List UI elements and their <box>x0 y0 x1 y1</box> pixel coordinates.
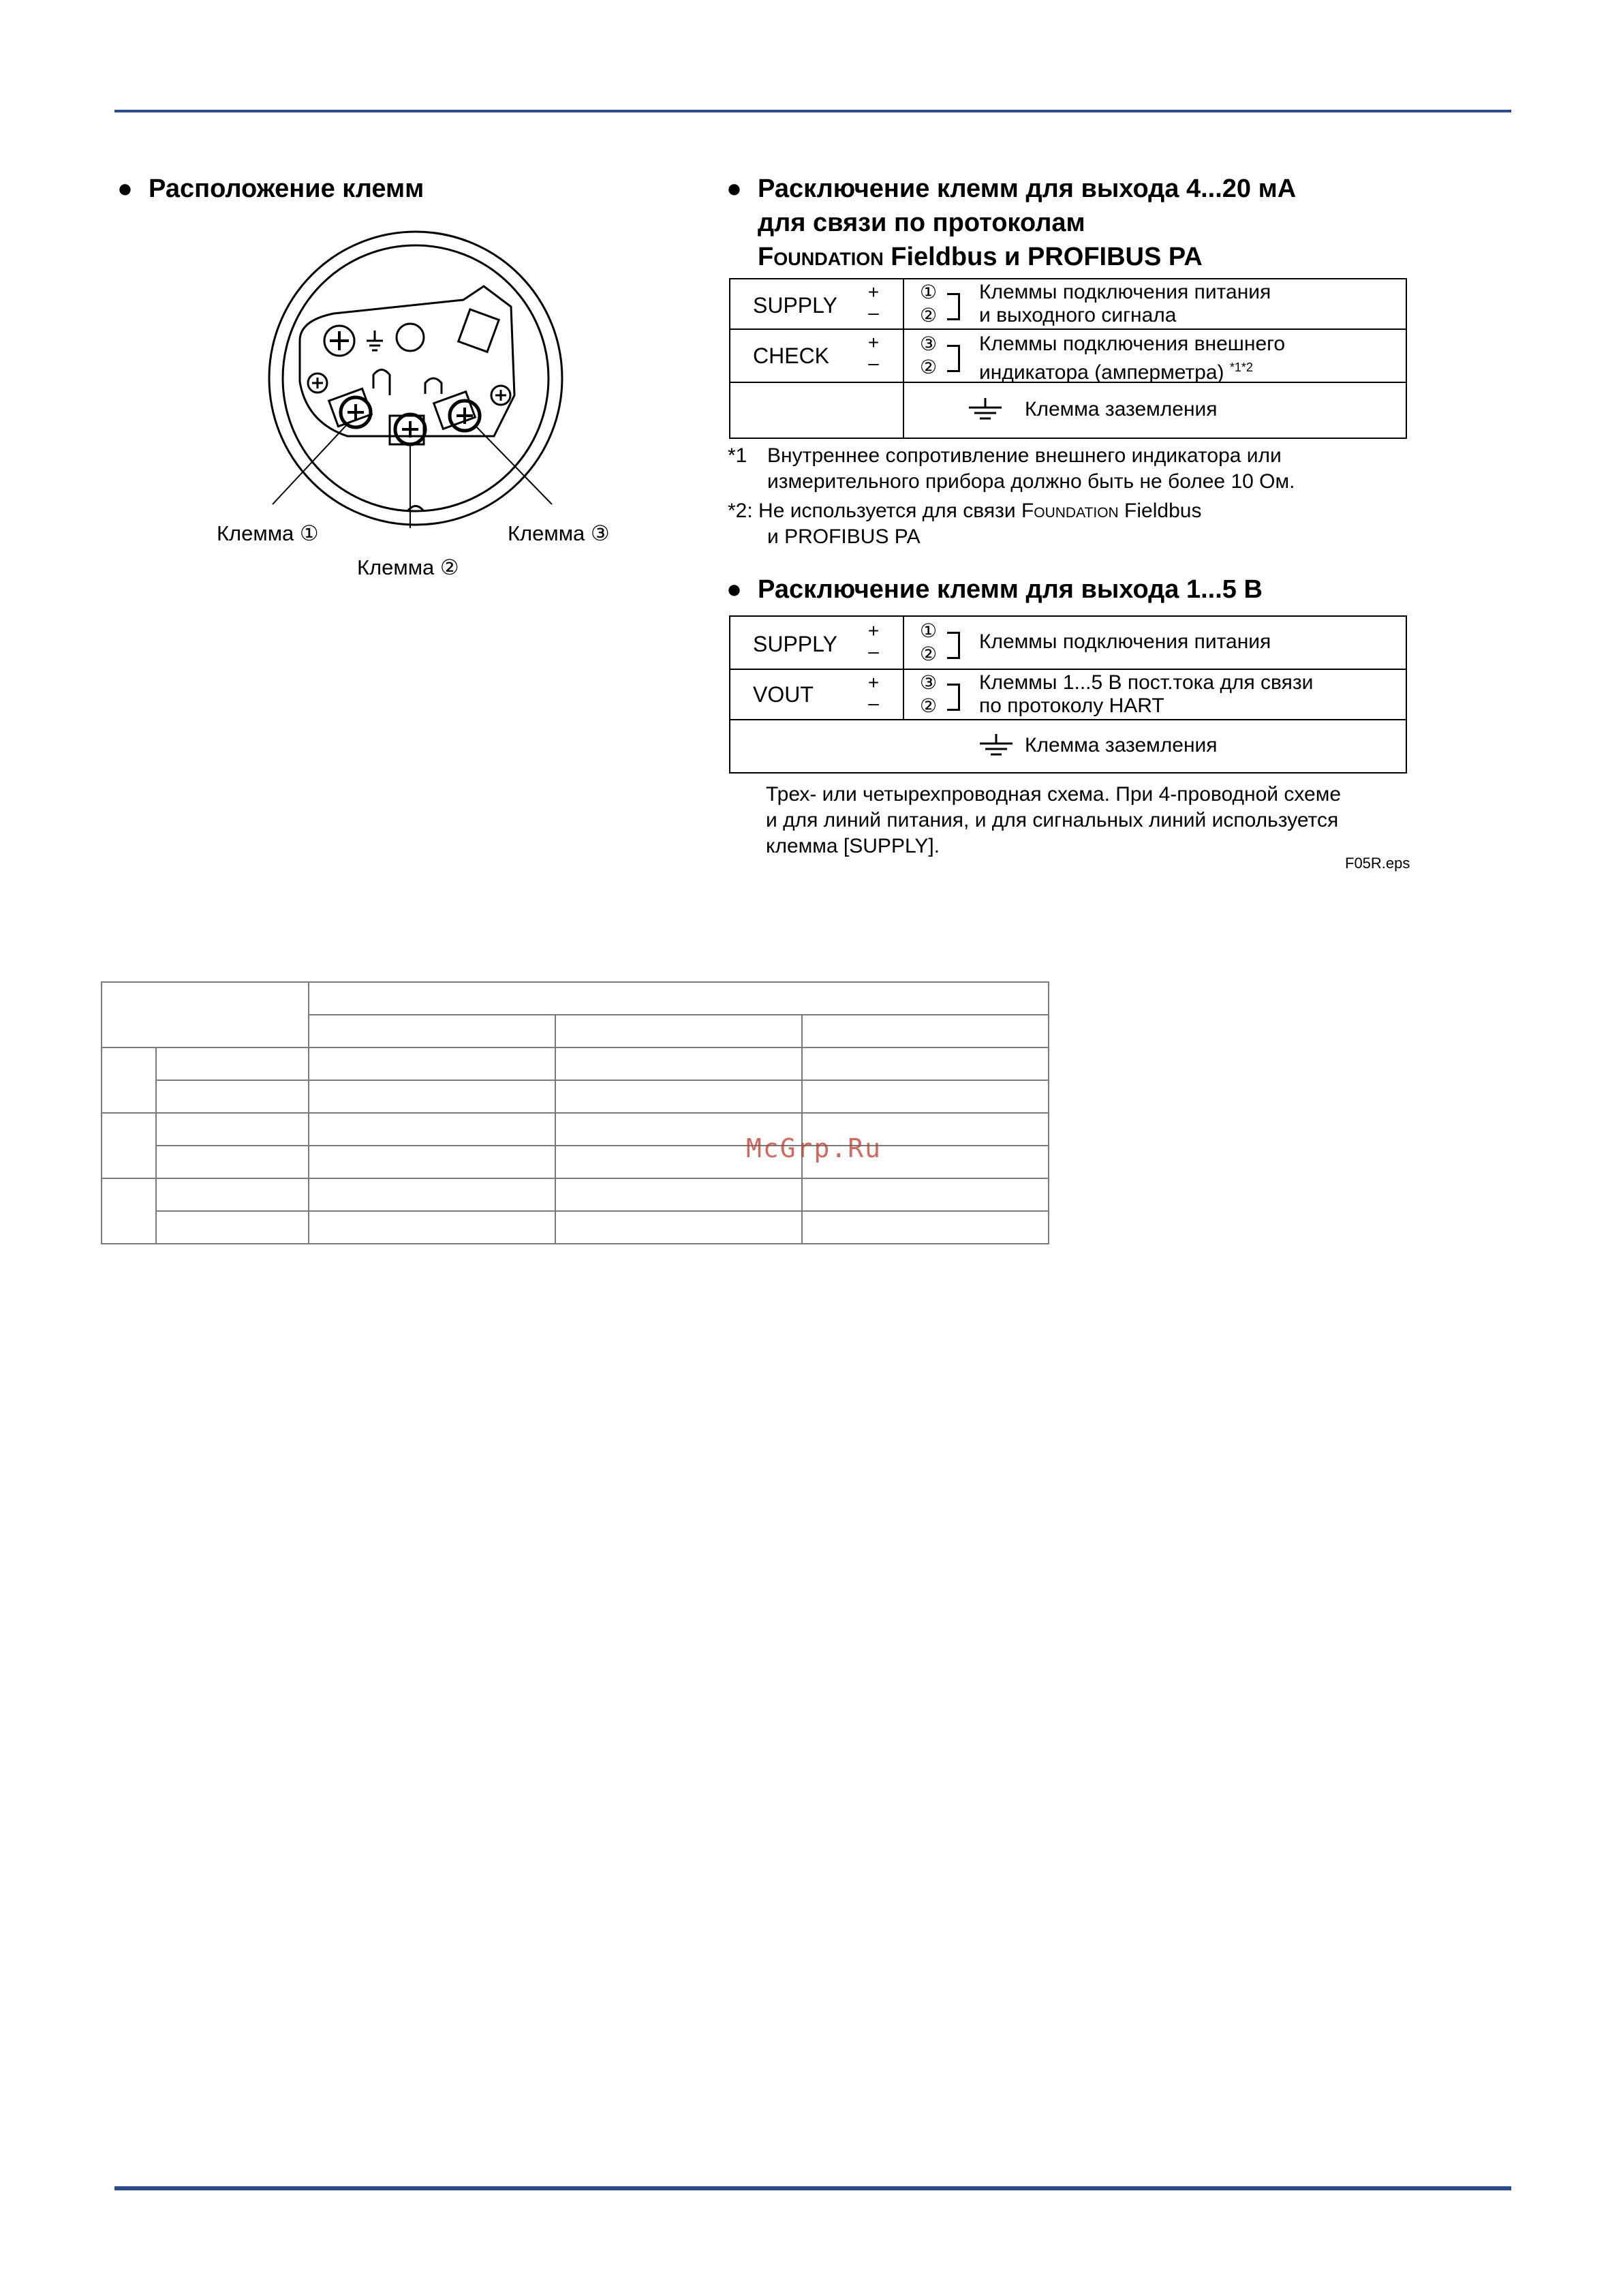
note-2-line2: и PROFIBUS PA <box>767 525 921 548</box>
note-1 <box>728 443 747 469</box>
bracket-icon <box>947 684 960 711</box>
footnote-ref: *1*2 <box>1229 361 1253 374</box>
terminal-number-top: ③ <box>920 672 938 693</box>
table-cell <box>555 1211 802 1244</box>
minus-sign: – <box>868 302 879 323</box>
note-2-mark: *2: <box>728 500 753 522</box>
table-row <box>102 1211 1049 1244</box>
table-cell <box>555 1080 802 1113</box>
terminal-number-bottom: ② <box>920 643 938 664</box>
hole-icon <box>397 324 424 351</box>
terminal-number-bottom: ② <box>920 695 938 716</box>
bracket-icon <box>947 345 960 372</box>
bullet-icon: ● <box>726 575 742 604</box>
table-cell <box>309 982 1049 1015</box>
note-2-pre: Не используется для связи <box>758 500 1021 522</box>
row-desc-line2: индикатора (амперметра) $^{*1*2}$ <box>979 361 1253 384</box>
table-cell <box>102 1047 156 1113</box>
empty-grid-table <box>101 981 1049 1244</box>
ground-label: Клемма заземления <box>1025 734 1218 756</box>
wiring-row-supply <box>730 617 1406 670</box>
table-cell <box>156 1146 309 1178</box>
wiring-4-20-title-line2: для связи по протоколам <box>758 209 1085 237</box>
bottom-rule <box>114 2186 1511 2190</box>
ground-symbol-icon <box>367 331 383 350</box>
leader-line-3 <box>476 426 552 504</box>
row-desc-line2: и выходного сигнала <box>979 304 1177 326</box>
file-reference: F05R.eps <box>1345 855 1410 872</box>
wiring-4-20-title-line3 <box>726 240 1296 274</box>
wiring-1-5-table <box>729 615 1407 774</box>
wiring-1-5-title: Расключение клемм для выхода 1...5 В <box>758 575 1263 604</box>
table-cell <box>309 1178 555 1211</box>
terminal-layout-heading <box>117 172 424 206</box>
table-cell <box>102 982 309 1047</box>
bracket-icon <box>947 293 960 320</box>
plus-sign: + <box>867 672 880 693</box>
terminal-number-top: ① <box>920 620 938 641</box>
top-rule <box>114 110 1511 112</box>
row-name: CHECK <box>753 343 830 368</box>
ground-symbol-icon <box>963 397 1007 424</box>
row-desc-line2: по протоколу HART <box>979 694 1164 717</box>
wiring-row-ground <box>730 720 1406 772</box>
table-cell <box>156 1080 309 1113</box>
table-row <box>102 1080 1049 1113</box>
table-cell <box>156 1047 309 1080</box>
terminal-number-top: ① <box>920 281 938 303</box>
bracket-icon <box>947 632 960 659</box>
terminal-3-clamp <box>434 392 476 429</box>
housing-inner-ring <box>283 245 548 511</box>
minus-sign: – <box>868 692 879 714</box>
table-cell <box>102 1178 156 1244</box>
wiring-row-supply <box>730 279 1406 330</box>
table-cell <box>309 1015 555 1047</box>
table-cell <box>156 1113 309 1146</box>
row-desc-line1: Клеммы подключения питания <box>979 630 1271 653</box>
minus-sign: – <box>868 352 879 373</box>
plus-sign: + <box>867 332 880 353</box>
note-1-line1: Внутреннее сопротивление внешнего индикатора или <box>767 444 1282 467</box>
ground-label: Клемма заземления <box>1025 398 1218 420</box>
table-cell <box>309 1047 555 1080</box>
footnote-line2: и для линий питания, и для сигнальных линий используется <box>766 809 1339 831</box>
foundation-label: Foundation <box>758 243 884 271</box>
connector-icon <box>459 309 499 352</box>
bullet-icon: ● <box>117 174 133 203</box>
note-1-line2: измерительного прибора должно быть не более 10 Ом. <box>767 470 1295 493</box>
table-cell <box>309 1113 555 1146</box>
slot-icon <box>373 370 390 396</box>
table-cell <box>555 1047 802 1080</box>
housing-outer-ring <box>269 232 562 525</box>
table-row <box>102 1047 1049 1080</box>
table-cell <box>802 1080 1049 1113</box>
table-cell <box>555 1015 802 1047</box>
terminal-layout-title: Расположение клемм <box>149 174 424 203</box>
row-name: VOUT <box>753 682 814 707</box>
wiring-row-vout <box>730 670 1406 720</box>
table-cell <box>802 1047 1049 1080</box>
callout-terminal-1: Клемма ① <box>217 521 319 545</box>
table-cell <box>802 1178 1049 1211</box>
wiring-row-check <box>730 330 1406 383</box>
table-row <box>102 1178 1049 1211</box>
row-name: SUPPLY <box>753 293 837 318</box>
plus-sign: + <box>867 620 880 641</box>
terminal-block-diagram <box>259 225 572 532</box>
table-cell <box>102 1113 156 1178</box>
row-desc-line1: Клеммы 1...5 В пост.тока для связи <box>979 671 1314 694</box>
note-2 <box>728 498 1201 524</box>
terminal-number-bottom: ② <box>920 356 938 378</box>
slot-icon <box>425 378 442 394</box>
table-cell <box>555 1178 802 1211</box>
row-desc-line1: Клеммы подключения внешнего <box>979 333 1286 355</box>
table-cell <box>156 1211 309 1244</box>
note-2-foundation: Foundation <box>1021 500 1119 522</box>
leader-line-1 <box>273 423 349 504</box>
table-cell <box>309 1211 555 1244</box>
table-row <box>102 1146 1049 1178</box>
footnote-line3: клемма [SUPPLY]. <box>766 835 940 857</box>
callout-terminal-2: Клемма ② <box>357 555 459 579</box>
row-desc-line1: Клеммы подключения питания <box>979 281 1271 303</box>
terminal-number-top: ③ <box>920 333 938 354</box>
table-cell <box>309 1146 555 1178</box>
table-cell <box>156 1178 309 1211</box>
watermark: McGrp.Ru <box>746 1133 882 1163</box>
table-cell <box>309 1080 555 1113</box>
wiring-1-5-footnote <box>766 782 1341 859</box>
note-1-text <box>767 443 1295 495</box>
wiring-1-5-heading <box>726 572 1263 607</box>
wiring-4-20-heading <box>726 172 1296 274</box>
note-2-post: Fieldbus <box>1118 500 1202 522</box>
callout-terminal-3: Клемма ③ <box>508 521 610 545</box>
table-row <box>102 982 1049 1015</box>
table-cell <box>802 1211 1049 1244</box>
footnote-line1: Трех- или четырехпроводная схема. При 4-проводной схеме <box>766 783 1342 806</box>
note-1-mark: *1 <box>728 444 747 467</box>
terminal-number-bottom: ② <box>920 305 938 326</box>
table-cell <box>802 1015 1049 1047</box>
table-row <box>102 1113 1049 1146</box>
wiring-row-ground <box>730 383 1406 438</box>
plus-sign: + <box>867 281 880 303</box>
bullet-icon: ● <box>726 174 742 203</box>
ground-symbol-icon <box>974 733 1018 760</box>
fieldbus-label: Fieldbus и PROFIBUS PA <box>883 243 1203 271</box>
wiring-4-20-title-line1: Расключение клемм для выхода 4...20 мА <box>758 174 1297 203</box>
row-name: SUPPLY <box>753 632 837 656</box>
wiring-4-20-table <box>729 278 1407 439</box>
terminal-1-clamp <box>329 388 372 426</box>
minus-sign: – <box>868 641 879 662</box>
